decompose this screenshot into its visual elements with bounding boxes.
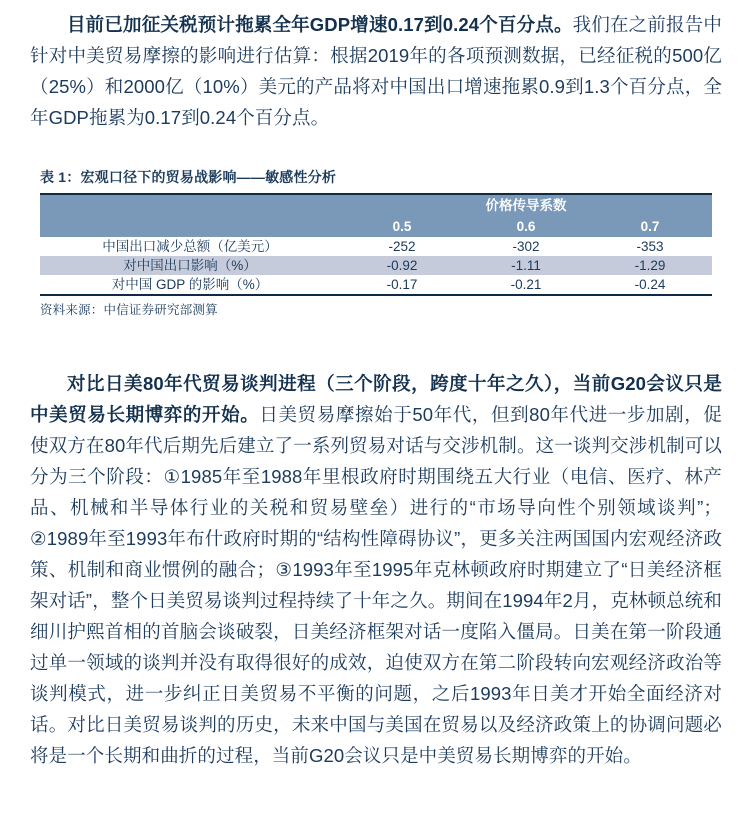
table-cell: -1.29 (634, 258, 666, 273)
table-row-label: 对中国 GDP 的影响（%） (40, 275, 340, 295)
table-column-header-0-6: 0.6 (516, 219, 536, 234)
table-row-label: 对中国出口影响（%） (123, 258, 257, 273)
table-group-header-price-pass-through: 价格传导系数 (485, 198, 567, 213)
table-column-header-0-7: 0.7 (640, 219, 660, 234)
table-column-header-row (40, 216, 712, 237)
spacer-below-exhibit (0, 318, 752, 368)
paragraph-bottom-lead: 对比日美80年代贸易谈判进程（三个阶段，跨度十年之久），当前G20会议只是中美贸易长期博弈的开始。 (30, 373, 722, 425)
table-corner-cell (40, 195, 340, 216)
table-row (40, 275, 712, 295)
spacer-above-exhibit (0, 133, 752, 167)
exhibit-source-note: 资料来源：中信证券研究部测算 (40, 303, 218, 317)
paragraph-bottom-body: 日美贸易摩擦始于50年代，但到80年代进一步加剧，促使双方在80年代后期先后建立了一系列贸易对话与交涉机制。这一谈判交涉机制可以分为三个阶段：①1985年至1988年里根政府时期围绕五大行业（电信、医疗、林产品、机械和半导体行业的关税和贸易壁垒）进行的“市场导向性个别领域谈判”；②1989年至1993年布什政府时期的“结构性障碍协议”，更多关注两国国内宏观经济政策、机制和商业惯例的融合；③1993年至1995年克林顿政府时期建立了“日美经济框架对话”，整个日美贸易谈判过程持续了十年之久。期间在1994年2月，克林顿总统和细川护熙首相的首脑会谈破裂，日美经济框架对话一度陷入僵局。日美在第一阶段通过单一领域的谈判并没有取得很好的成效，迫使双方在第二阶段转向宏观经济政治等谈判模式，进一步纠正日美贸易不平衡的问题，之后1993年日美才开始全面经济对话。对比日美贸易谈判的历史，未来中国与美国在贸易以及经济政策上的协调问题必将是一个长期和曲折的过程，当前G20会议只是中美贸易长期博弈的开始。 (30, 404, 722, 766)
table-row-label: 中国出口减少总额（亿美元） (102, 239, 278, 254)
exhibit-table-1 (40, 167, 712, 318)
table-cell: -353 (636, 239, 664, 254)
table-row (40, 237, 712, 256)
paragraph-top-lead: 目前已加征关税预计拖累全年GDP增速0.17到0.24个百分点。 (67, 14, 573, 35)
table-row (40, 256, 712, 275)
table-cell: -302 (512, 239, 540, 254)
exhibit-title: 表 1：宏观口径下的贸易战影响——敏感性分析 (40, 169, 337, 185)
table-cell: -0.92 (386, 258, 418, 273)
table-cell: -0.24 (588, 275, 712, 295)
paragraph-tariff-gdp-impact (0, 0, 752, 133)
sensitivity-analysis-table (40, 195, 712, 296)
table-cell: -252 (388, 239, 416, 254)
table-cell: -1.11 (511, 258, 541, 273)
paragraph-japan-us-negotiation-history (0, 368, 752, 771)
table-group-header-row (40, 195, 712, 216)
table-header (40, 195, 712, 237)
table-column-header-blank (40, 216, 340, 237)
table-cell: -0.21 (464, 275, 588, 295)
table-container (40, 193, 712, 296)
table-body (40, 237, 712, 295)
paragraph-top-body: 我们在之前报告中针对中美贸易摩擦的影响进行估算：根据2019年的各项预测数据，已经征税的500亿（25%）和2000亿（10%）美元的产品将对中国出口增速拖累0.9到1.3个百分点，全年GDP拖累为0.17到0.24个百分点。 (30, 14, 722, 128)
table-column-header-0-5: 0.5 (392, 219, 412, 234)
table-cell: -0.17 (340, 275, 464, 295)
